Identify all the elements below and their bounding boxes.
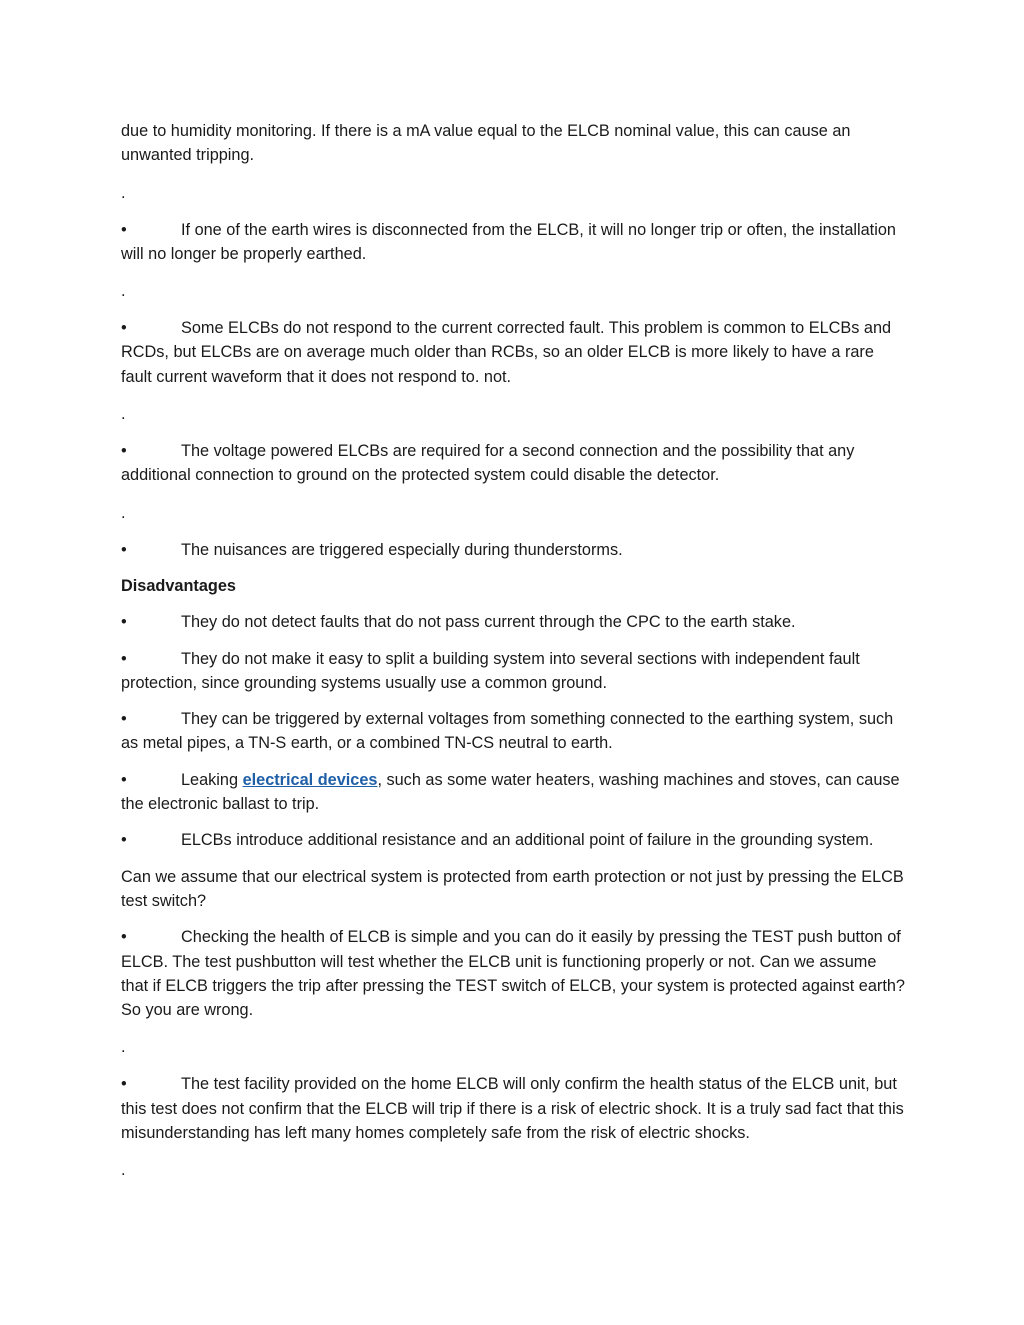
bullet-text: ELCBs introduce additional resistance and an additional point of failure in the grounding system. xyxy=(181,831,874,850)
bullet-marker: • xyxy=(121,613,127,632)
bullet-text-pre: Leaking xyxy=(181,770,243,789)
bullet-text: The test facility provided on the home ELCB will only confirm the health status of the ELCB unit, but this test does not confirm that the ELCB will trip if there is a risk of electric shock. It is a truly sad fact that this misunderstanding has left many homes completely safe from the risk of electric shocks. xyxy=(121,1075,904,1143)
bullet-text: They do not detect faults that do not pass current through the CPC to the earth stake. xyxy=(181,613,796,632)
bullet-item xyxy=(121,768,906,817)
dot-separator: . xyxy=(121,503,126,522)
bullet-marker: • xyxy=(121,649,127,668)
dot-separator: . xyxy=(121,1161,126,1180)
bullet-item xyxy=(121,925,906,1022)
bullet-item xyxy=(121,316,906,389)
bullet-item xyxy=(121,218,906,267)
paragraph-intro: due to humidity monitoring. If there is a mA value equal to the ELCB nominal value, this can cause an unwanted tripping. xyxy=(121,122,851,165)
bullet-text: If one of the earth wires is disconnected from the ELCB, it will no longer trip or often, the installation will no longer be properly earthed. xyxy=(121,220,896,263)
bullet-marker: • xyxy=(121,319,127,338)
bullet-marker: • xyxy=(121,831,127,850)
dot-separator: . xyxy=(121,1038,126,1057)
bullet-text: They can be triggered by external voltages from something connected to the earthing system, such as metal pipes, a TN-S earth, or a combined TN-CS neutral to earth. xyxy=(121,710,894,753)
bullet-item xyxy=(121,610,906,634)
bullet-marker: • xyxy=(121,540,127,559)
paragraph-question: Can we assume that our electrical system is protected from earth protection or not just by pressing the ELCB test switch? xyxy=(121,867,904,910)
bullet-text: The voltage powered ELCBs are required for a second connection and the possibility that any additional connection to ground on the protected system could disable the detector. xyxy=(121,442,855,485)
bullet-marker: • xyxy=(121,710,127,729)
bullet-marker: • xyxy=(121,1075,127,1094)
dot-separator: . xyxy=(121,405,126,424)
dot-separator: . xyxy=(121,183,126,202)
bullet-marker: • xyxy=(121,928,127,947)
bullet-item xyxy=(121,707,906,756)
bullet-marker: • xyxy=(121,220,127,239)
section-heading: Disadvantages xyxy=(121,576,236,595)
dot-separator: . xyxy=(121,282,126,301)
bullet-item xyxy=(121,538,906,562)
bullet-item xyxy=(121,828,906,852)
bullet-text-post: , such as some water heaters, washing machines and stoves, can cause the electronic ballast to trip. xyxy=(121,770,900,814)
bullet-text: Some ELCBs do not respond to the current corrected fault. This problem is common to ELCBs and RCDs, but ELCBs are on average much older than RCBs, so an older ELCB is more likely to have a rare fault current waveform that it does not respond to. not. xyxy=(121,319,892,386)
bullet-text: Checking the health of ELCB is simple and you can do it easily by pressing the TEST push button of ELCB. The test pushbutton will test whether the ELCB unit is functioning properly or not. Can we assume that if ELCB triggers the trip after pressing the TEST switch of ELCB, your system is protected against earth? So you are wrong. xyxy=(121,928,905,1020)
bullet-item xyxy=(121,1072,906,1145)
bullet-item xyxy=(121,439,906,488)
bullet-item xyxy=(121,647,906,696)
bullet-text: The nuisances are triggered especially during thunderstorms. xyxy=(181,540,623,559)
bullet-marker: • xyxy=(121,770,127,789)
bullet-marker: • xyxy=(121,442,127,461)
electrical-devices-link[interactable]: electrical devices xyxy=(242,770,378,789)
document-page xyxy=(121,119,906,1182)
bullet-text: They do not make it easy to split a building system into several sections with independent fault protection, since grounding systems usually use a common ground. xyxy=(121,649,860,692)
